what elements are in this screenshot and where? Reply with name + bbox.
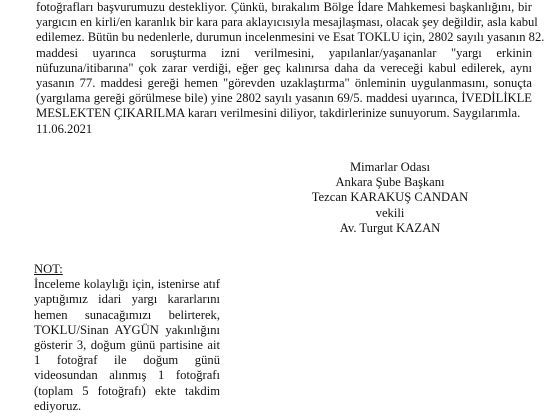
signature-organization: Mimarlar Odası <box>349 160 431 174</box>
body-line: yargıcın en kirli/en karanlık bir kara para aklayıcısıyla mesajlaşması, olacak şey değildir, asla kabul <box>36 15 538 30</box>
note-line: TOKLU/Sinan AYGÜN yakınlığını <box>34 322 220 337</box>
body-line: fotoğrafları başvurumuzu destekliyor. Çünkü, bırakalım Bölge İdare Mahkemesi başkanlığını, bir <box>36 0 532 14</box>
body-line: MESLEKTEN ÇIKARILMA kararı verilmesini diliyor, takdirlerinize sunuyorum. Saygılarımla. <box>36 106 521 121</box>
body-line: edilemez. Bütün bu nedenlerle, durumun incelenmesini ve Esat TOKLU için, 2802 sayılı yasanın 82. <box>36 30 545 45</box>
letter-body <box>36 0 545 137</box>
note-line: İnceleme kolaylığı için, istenirse atıf <box>34 277 220 292</box>
note-line: hemen sunacağımızı belirterek, <box>34 307 220 322</box>
body-line: (yargılama gereği görülmese bile) yine 2802 sayılı yasanın 69/5. maddesi uyarınca, İVEDİLİKLE <box>36 91 532 106</box>
note-line: ediyoruz. <box>34 398 82 413</box>
letter-date: 11.06.2021 <box>36 121 93 136</box>
body-line: maddesi uyarınca soruşturma izni verilmesini, yapılanlar/yaşananlar "yargı erkinin <box>36 45 532 60</box>
note-line: gösterir 3, doğum günü partisine ait <box>34 337 220 352</box>
body-line: yasanın 77. maddesi gereği hemen "görevden uzaklaştırma" önleminin uygulanmasını, sonuçta <box>36 75 532 90</box>
signature-attorney: Av. Turgut KAZAN <box>339 220 441 235</box>
signature-block <box>290 160 490 236</box>
note-title: NOT: <box>34 262 63 276</box>
signature-role: vekili <box>375 205 405 220</box>
signature-branch-title: Ankara Şube Başkanı <box>335 175 445 190</box>
note-block <box>34 262 220 414</box>
note-line: (toplam 5 fotoğrafı) ekte takdim <box>34 383 220 398</box>
note-line: videosundan alınmış 1 fotoğrafı <box>34 368 220 383</box>
signature-person: Tezcan KARAKUŞ CANDAN <box>311 190 469 205</box>
body-line: nüfuzuna/itibarına" çok zarar verdiği, eğer geç kalınırsa daha da vereceği kabul edilerek, aynı <box>36 60 532 75</box>
note-line: yaptığımız idari yargı kararlarını <box>34 292 220 307</box>
note-line: 1 fotoğraf ile doğum günü <box>34 353 220 368</box>
